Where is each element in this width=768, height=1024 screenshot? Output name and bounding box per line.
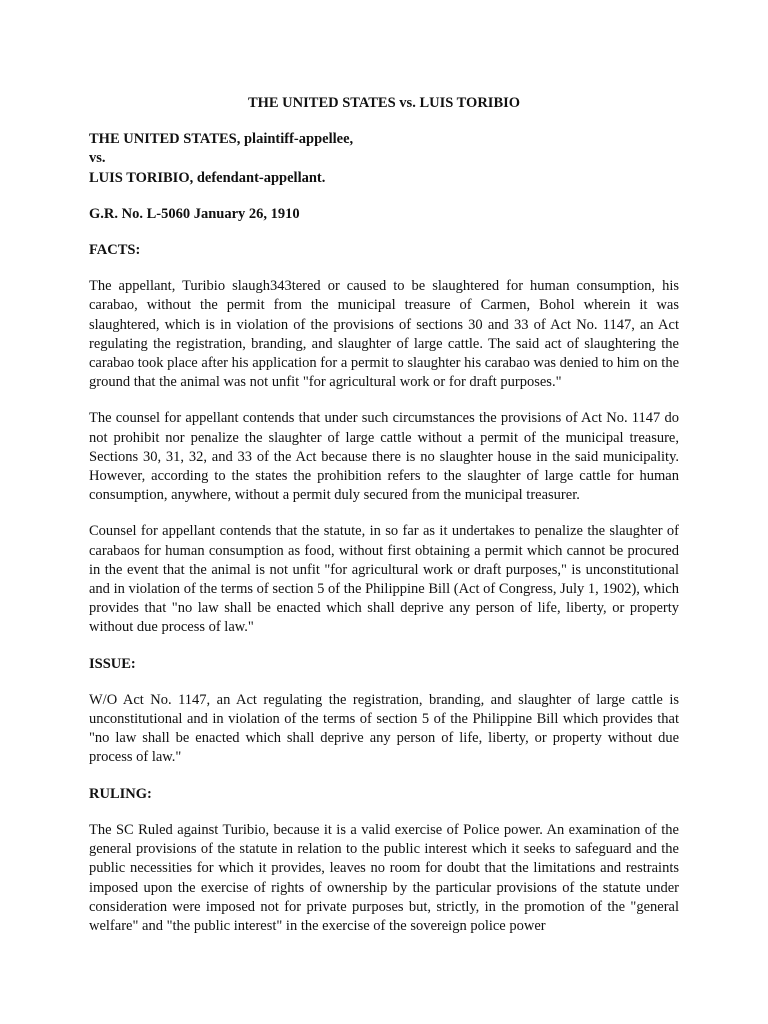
issue-paragraph: W/O Act No. 1147, an Act regulating the registration, branding, and slaughter of large cattle is unconstitutional and in violation of the terms of section 5 of the Philippine Bill which provides that "no law shall be enacted which shall deprive any person of life, liberty, or property without due process of law." [89, 691, 679, 766]
facts-paragraph: The counsel for appellant contends that under such circumstances the provisions of Act No. 1147 do not prohibit nor penalize the slaughter of large cattle without a permit of the municipal treasure, Sections 30, 31, 32, and 33 of the Act because there is no slaughter house in the said municipality. However, according to the states the prohibition refers to the slaughter of large cattle for human consumption, anywhere, without a permit duly secured from the municipal treasurer. [89, 410, 679, 504]
gr-number: G.R. No. L-5060 January 26, 1910 [89, 205, 300, 222]
defendant-line: LUIS TORIBIO, defendant-appellant. [89, 169, 326, 186]
plaintiff-line: THE UNITED STATES, plaintiff-appellee, [89, 131, 354, 148]
ruling-paragraph: The SC Ruled against Turibio, because it is a valid exercise of Police power. An examination of the general provisions of the statute in relation to the public interest which it seeks to safeguard and the public necessities for which it provides, leaves no room for doubt that the limitations and restraints imposed upon the exercise of rights of ownership by the particular provisions of the statute under consideration were imposed not for private purposes but, strictly, in the promotion of the "general welfare" and "the public interest" in the exercise of the sovereign police power [89, 821, 679, 934]
case-parties [89, 130, 679, 188]
facts-paragraph: The appellant, Turibio slaugh343tered or caused to be slaughtered for human consumption, his carabao, without the permit from the municipal treasure of Carmen, Bohol wherein it was slaughtered, which is in violation of the provisions of sections 30 and 33 of Act No. 1147, an Act regulating the registration, branding, and slaughter of large cattle. The said act of slaughtering the carabao took place after his application for a permit to slaughter his carabao was denied to him on the ground that the animal was not unfit "for agricultural work or for draft purposes." [89, 278, 679, 391]
ruling-heading: RULING: [89, 785, 152, 802]
document-body [89, 94, 679, 953]
versus-line: vs. [89, 150, 106, 167]
facts-paragraph: Counsel for appellant contends that the statute, in so far as it undertakes to penalize the slaughter of carabaos for human consumption as food, without first obtaining a permit which cannot be procured in the event that the animal is not unfit "for agricultural work or draft purposes," is unconstitutional and in violation of the terms of section 5 of the Philippine Bill (Act of Congress, July 1, 1902), which provides that "no law shall be enacted which shall deprive any person of life, liberty, or property without due process of law." [89, 523, 679, 636]
facts-heading: FACTS: [89, 242, 141, 259]
case-title: THE UNITED STATES vs. LUIS TORIBIO [247, 95, 521, 111]
issue-heading: ISSUE: [89, 655, 136, 672]
